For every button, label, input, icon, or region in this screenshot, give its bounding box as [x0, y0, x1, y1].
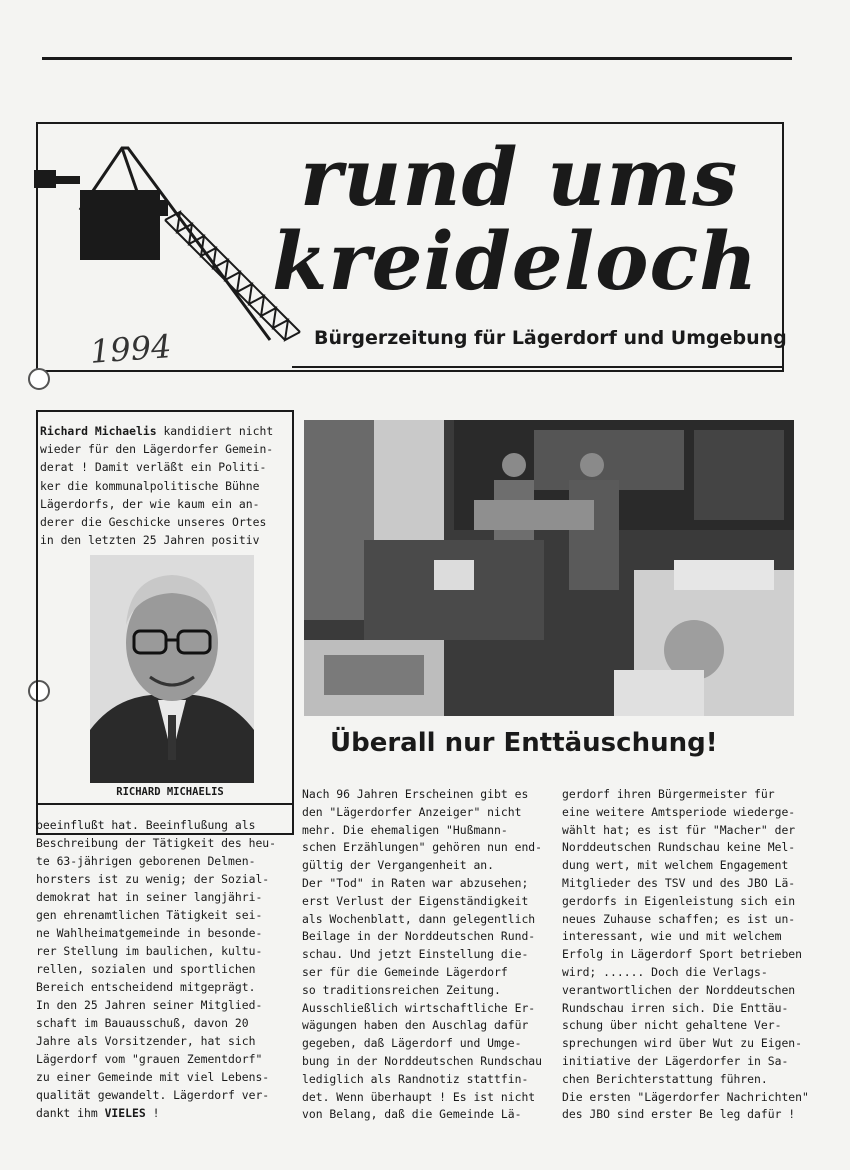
- masthead-title-line2: kreideloch: [272, 214, 759, 308]
- article-headline: Überall nur Enttäuschung!: [330, 728, 718, 758]
- article-line: verantwortlichen der Norddeutschen: [562, 982, 796, 997]
- left-line: rellen, sozialen und sportlichen: [36, 962, 256, 976]
- article-line: det. Wenn überhaupt ! Es ist nicht: [302, 1089, 536, 1104]
- intro-line: wieder für den Lägerdorfer Gemein-: [40, 442, 274, 457]
- article-line: Norddeutschen Rundschau keine Mel-: [562, 840, 796, 855]
- article-line: schen Erzählungen" gehören nun end-: [302, 840, 543, 855]
- article-line: Mitglieder des TSV und des JBO Lä-: [562, 875, 796, 890]
- portrait-photo: [90, 555, 254, 783]
- article-line: Der "Tod" in Raten war abzusehen;: [302, 875, 529, 890]
- article-line: sprechungen wird über Wut zu Eigen-: [562, 1036, 803, 1051]
- intro-line: Richard Michaelis kandidiert nicht: [40, 424, 274, 438]
- article-line: eine weitere Amtsperiode wiederge-: [562, 804, 796, 819]
- article-line: gerdorfs in Eigenleistung sich ein: [562, 893, 796, 908]
- article-line: so traditionsreichen Zeitung.: [302, 982, 501, 997]
- article-line: dung wert, mit welchem Engagement: [562, 858, 789, 873]
- article-line: wägungen haben den Auschlag dafür: [302, 1018, 529, 1033]
- left-line: In den 25 Jahren seiner Mitglied-: [36, 998, 263, 1012]
- article-column-2: [562, 786, 812, 1124]
- article-line: bung in der Norddeutschen Rundschau: [302, 1053, 543, 1068]
- article-line: den "Lägerdorfer Anzeiger" nicht: [302, 804, 522, 819]
- left-line: Jahre als Vorsitzender, hat sich: [36, 1034, 256, 1048]
- article-column-1: [302, 786, 552, 1124]
- article-line: Rundschau irren sich. Die Enttäu-: [562, 1000, 789, 1015]
- left-line: Bereich entscheidend mitgeprägt.: [36, 980, 256, 994]
- left-line: horsters ist zu wenig; der Sozial-: [36, 872, 270, 886]
- left-column-text: [36, 816, 296, 1122]
- article-line: ser für die Gemeinde Lägerdorf: [302, 964, 508, 979]
- article-line: Beilage in der Norddeutschen Rund-: [302, 929, 536, 944]
- left-line: ne Wahlheimatgemeinde in besonde-: [36, 926, 263, 940]
- intro-name: Richard Michaelis: [40, 424, 157, 438]
- intro-line: in den letzten 25 Jahren positiv: [40, 533, 260, 548]
- caption-divider: [36, 803, 294, 805]
- left-line: Beschreibung der Tätigkeit des heu-: [36, 836, 277, 850]
- article-line: gerdorf ihren Bürgermeister für: [562, 787, 775, 801]
- left-line: gen ehrenamtlichen Tätigkeit sei-: [36, 908, 263, 922]
- emphasis-word: VIELES: [104, 1106, 146, 1120]
- handwritten-year: 1994: [88, 327, 173, 371]
- workshop-photo: [304, 420, 794, 716]
- left-line: demokrat hat in seiner langjähri-: [36, 890, 263, 904]
- article-line: als Wochenblatt, dann gelegentlich: [302, 911, 536, 926]
- intro-line: derat ! Damit verläßt ein Politi-: [40, 460, 267, 475]
- article-line: schung über nicht gehaltene Ver-: [562, 1018, 782, 1033]
- article-line: interessant, wie und mit welchem: [562, 929, 782, 944]
- intro-line: ker die kommunalpolitische Bühne: [40, 478, 260, 493]
- top-rule: [42, 57, 792, 60]
- article-line: neues Zuhause schaffen; es ist un-: [562, 911, 796, 926]
- article-line: Nach 96 Jahren Erscheinen gibt es: [302, 787, 529, 801]
- article-line: gegeben, daß Lägerdorf und Umge-: [302, 1036, 522, 1051]
- article-line: Erfolg in Lägerdorf Sport betrieben: [562, 947, 803, 962]
- article-line: schau. Und jetzt Einstellung die-: [302, 947, 529, 962]
- article-line: Ausschließlich wirtschaftliche Er-: [302, 1000, 536, 1015]
- article-line: gültig der Vergangenheit an.: [302, 858, 495, 873]
- left-line: beeinflußt hat. Beeinflußung als: [36, 818, 256, 832]
- intro-line: derer die Geschicke unseres Ortes: [40, 515, 267, 530]
- left-line: rer Stellung im baulichen, kultu-: [36, 944, 263, 958]
- article-line: von Belang, daß die Gemeinde Lä-: [302, 1107, 522, 1122]
- left-line: Lägerdorf vom "grauen Zementdorf": [36, 1052, 263, 1066]
- article-line: lediglich als Randnotiz stattfin-: [302, 1071, 529, 1086]
- left-line: dankt ihm VIELES !: [36, 1106, 160, 1120]
- article-line: wählt hat; es ist für "Macher" der: [562, 822, 796, 837]
- article-line: wird; ...... Doch die Verlags-: [562, 964, 768, 979]
- portrait-caption: RICHARD MICHAELIS: [116, 786, 224, 798]
- article-line: erst Verlust der Eigenständigkeit: [302, 893, 529, 908]
- left-line: te 63-jährigen geborenen Delmen-: [36, 854, 256, 868]
- punch-hole-icon: [28, 368, 50, 390]
- article-line: mehr. Die ehemaligen "Hußmann-: [302, 822, 508, 837]
- article-line: initiative der Lägerdorfer in Sa-: [562, 1053, 789, 1068]
- article-line: chen Berichterstattung führen.: [562, 1071, 768, 1086]
- left-line: zu einer Gemeinde mit viel Lebens-: [36, 1070, 270, 1084]
- masthead-subtitle: Bürgerzeitung für Lägerdorf und Umgebung: [314, 327, 787, 349]
- intro-text: [40, 422, 290, 549]
- left-line: schaft im Bauausschuß, davon 20: [36, 1016, 249, 1030]
- left-line: qualität gewandelt. Lägerdorf ver-: [36, 1088, 270, 1102]
- article-line: Die ersten "Lägerdorfer Nachrichten": [562, 1089, 809, 1104]
- masthead-title-line1: rund ums: [300, 130, 739, 224]
- intro-line: Lägerdorfs, der wie kaum ein an-: [40, 496, 260, 511]
- masthead-underline: [292, 366, 784, 368]
- article-line: des JBO sind erster Be leg dafür !: [562, 1107, 796, 1122]
